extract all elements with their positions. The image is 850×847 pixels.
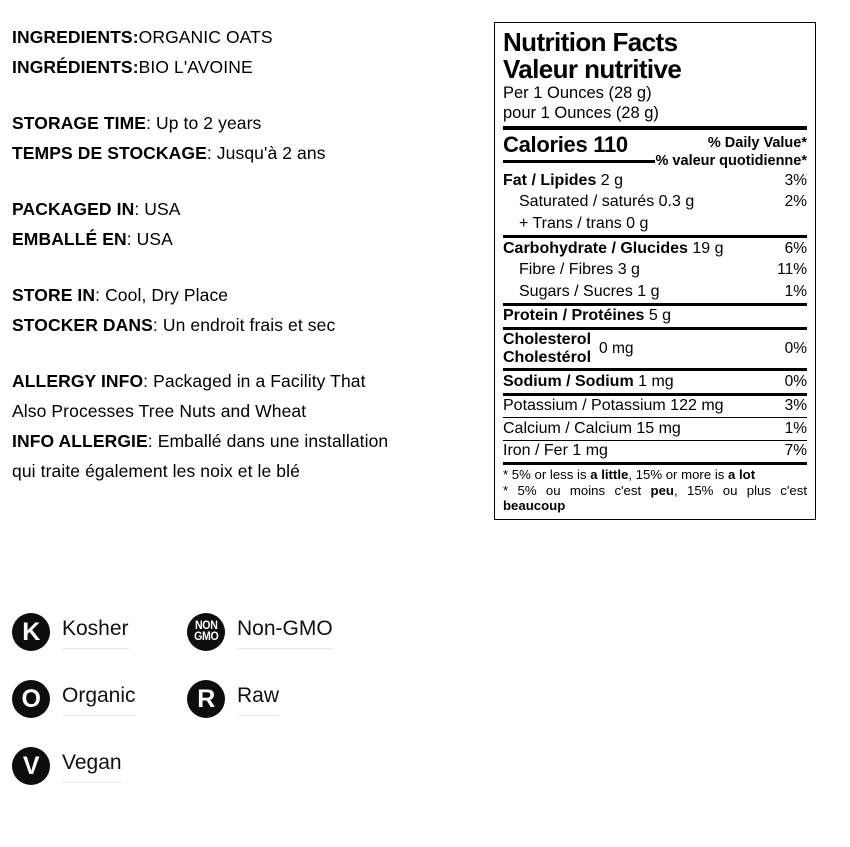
badge-glyph: K (22, 617, 40, 646)
badge-underline (62, 648, 129, 649)
nutrient-percent: 1% (784, 419, 807, 437)
nutrient-row-potassium (503, 396, 807, 418)
info-label: TEMPS DE STOCKAGE (12, 143, 207, 163)
info-label: STORE IN (12, 285, 96, 305)
nutrient-amount: 5 g (648, 307, 672, 325)
footnote-text: * 5% or less is (503, 467, 591, 483)
nutrient-name: Sugars / Sucres (519, 282, 633, 300)
badge-label-wrap (237, 681, 279, 716)
badge-raw[interactable] (187, 679, 362, 718)
badge-glyph-line1: NON (194, 619, 218, 632)
info-value: : Packaged in a Facility That (143, 371, 366, 391)
nutrient-name: Iron / Fer 1 mg (503, 442, 608, 460)
badge-label: Kosher (62, 616, 129, 640)
info-label: STORAGE TIME (12, 113, 147, 133)
nutrient-row-cholesterol (503, 330, 807, 368)
nutrient-row-sodium (503, 371, 807, 393)
vegan-icon (12, 747, 50, 785)
nutrient-amount: 1 mg (638, 372, 674, 390)
daily-value-header (656, 132, 807, 170)
nutrient-name-en: Cholesterol (503, 331, 592, 349)
calories-row (503, 130, 807, 170)
nutrient-name: Calcium / Calcium 15 mg (503, 419, 681, 437)
organic-icon (12, 680, 50, 718)
footnote-text: , 15% or more is (628, 467, 729, 483)
nutrient-name: Saturated / saturés (519, 193, 655, 211)
info-line (12, 108, 474, 138)
badge-label: Raw (237, 683, 280, 707)
info-value: : Un endroit frais et sec (152, 315, 336, 335)
badge-underline (62, 782, 122, 783)
nutrient-percent: 3% (784, 171, 807, 189)
nutrient-row-carbohydrate (503, 238, 807, 260)
footnote-text: * 5% ou moins c'est (503, 482, 651, 498)
info-value: : Cool, Dry Place (95, 285, 229, 305)
store-in-block (12, 280, 474, 340)
info-value: Also Processes Tree Nuts and Wheat (12, 401, 307, 421)
info-line (12, 138, 474, 168)
nutrient-amount: 2 g (600, 171, 624, 189)
nutrient-row-fibre (503, 260, 807, 282)
nutrient-amount: 3 g (617, 261, 640, 279)
nutrient-name: + Trans / trans (519, 214, 622, 232)
badge-row (12, 679, 432, 727)
daily-value-header-fr: % valeur quotidienne* (655, 152, 807, 169)
info-value: ORGANIC OATS (138, 27, 273, 47)
footnote (503, 465, 807, 513)
info-line (12, 456, 474, 486)
nutrient-row-sugars (503, 281, 807, 303)
badge-underline (237, 715, 279, 716)
badge-label: Non-GMO (237, 616, 333, 640)
nutrient-row-fat (503, 170, 807, 192)
footnote-line-fr-cont (503, 498, 807, 513)
badge-vegan[interactable] (12, 746, 187, 785)
badge-glyph: R (197, 684, 215, 713)
nutrient-name: Carbohydrate / Glucides (503, 239, 688, 257)
nutrient-name: Potassium / Potassium 122 mg (503, 397, 724, 415)
info-line (12, 396, 474, 426)
badge-non-gmo[interactable] (187, 612, 362, 651)
nutrition-title-en: Nutrition Facts (503, 27, 678, 57)
nutrient-name: Fat / Lipides (503, 171, 597, 189)
badge-kosher[interactable] (12, 612, 187, 651)
badge-organic[interactable] (12, 679, 187, 718)
info-value: : Up to 2 years (146, 113, 262, 133)
info-line (12, 280, 474, 310)
nutrient-percent: 0% (784, 340, 807, 358)
storage-time-block (12, 108, 474, 168)
badge-label-wrap (62, 681, 136, 716)
info-value: : USA (126, 229, 173, 249)
non-gmo-icon (187, 613, 225, 651)
badge-underline (62, 715, 136, 716)
badge-label-wrap (62, 748, 122, 783)
nutrient-amount: 19 g (692, 239, 724, 257)
info-line (12, 426, 474, 456)
info-line (12, 366, 474, 396)
kosher-icon (12, 613, 50, 651)
nutrient-row-trans (503, 213, 807, 235)
info-line (12, 22, 474, 52)
nutrient-amount: 0 g (626, 214, 649, 232)
badge-glyph (194, 621, 218, 644)
info-label: PACKAGED IN (12, 199, 135, 219)
info-line (12, 310, 474, 340)
badge-label-wrap (237, 614, 333, 649)
nutrient-amount: 1 g (637, 282, 660, 300)
nutrition-title-fr: Valeur nutritive (503, 54, 682, 85)
badge-label: Organic (62, 683, 136, 707)
info-label: EMBALLÉ EN (12, 229, 127, 249)
calories-label: Calories 110 (503, 132, 628, 157)
nutrient-row-iron (503, 441, 807, 463)
serving-size-en: Per 1 Ounces (28 g) (503, 84, 652, 103)
info-value: : Jusqu'à 2 ans (206, 143, 326, 163)
info-value: BIO L'AVOINE (138, 57, 253, 77)
footnote-emphasis: a little (590, 467, 629, 483)
ingredients-block (12, 22, 474, 82)
nutrient-name: Sodium / Sodium (503, 372, 634, 390)
info-line (12, 194, 474, 224)
info-value: qui traite également les noix et le blé (12, 461, 300, 481)
nutrient-percent: 11% (777, 261, 807, 279)
nutrient-percent: 0% (784, 372, 807, 390)
footnote-emphasis: peu (650, 482, 674, 498)
nutrient-row-saturated (503, 192, 807, 214)
nutrient-row-protein (503, 306, 807, 328)
badge-row (12, 746, 432, 794)
nutrient-row-calcium (503, 418, 807, 440)
info-line (12, 224, 474, 254)
badge-glyph-line2: GMO (193, 631, 219, 643)
nutrient-percent: 7% (784, 442, 807, 460)
product-info-column (12, 22, 474, 486)
info-label: INFO ALLERGIE (12, 431, 148, 451)
raw-icon (187, 680, 225, 718)
badge-glyph: V (22, 751, 40, 780)
badge-glyph: O (21, 684, 41, 713)
certification-badges (12, 612, 432, 813)
badge-label-wrap (62, 614, 129, 649)
nutrient-amount: 0 mg (599, 340, 634, 358)
nutrient-amount: 0.3 g (658, 193, 695, 211)
info-label: INGREDIENTS: (12, 27, 139, 47)
serving-size-fr: pour 1 Ounces (28 g) (503, 104, 659, 123)
footnote-emphasis: beaucoup (503, 498, 566, 514)
calories-underline (503, 160, 655, 163)
footnote-emphasis: a lot (728, 467, 756, 483)
nutrient-name-fr: Cholestérol (503, 349, 592, 367)
info-label: STOCKER DANS (12, 315, 153, 335)
nutrient-percent: 3% (784, 397, 807, 415)
packaged-in-block (12, 194, 474, 254)
nutrition-facts-panel (494, 22, 816, 520)
nutrient-name: Fibre / Fibres (519, 261, 614, 279)
daily-value-header-en: % Daily Value* (707, 135, 807, 151)
nutrient-percent: 1% (784, 282, 807, 300)
info-label: ALLERGY INFO (12, 371, 144, 391)
badge-row (12, 612, 432, 660)
nutrient-name: Protein / Protéines (503, 307, 645, 325)
footnote-line-en (503, 467, 807, 482)
info-value: : Emballé dans une installation (147, 431, 389, 451)
info-value: : USA (134, 199, 181, 219)
info-line (12, 52, 474, 82)
nutrient-percent: 2% (784, 193, 807, 211)
footnote-line-fr (503, 483, 807, 498)
nutrient-percent: 6% (784, 239, 807, 257)
badge-underline (237, 648, 333, 649)
footnote-text: , 15% ou plus c'est (673, 482, 808, 498)
badge-label: Vegan (62, 750, 122, 774)
allergy-info-block (12, 366, 474, 486)
info-label: INGRÉDIENTS: (12, 57, 139, 77)
